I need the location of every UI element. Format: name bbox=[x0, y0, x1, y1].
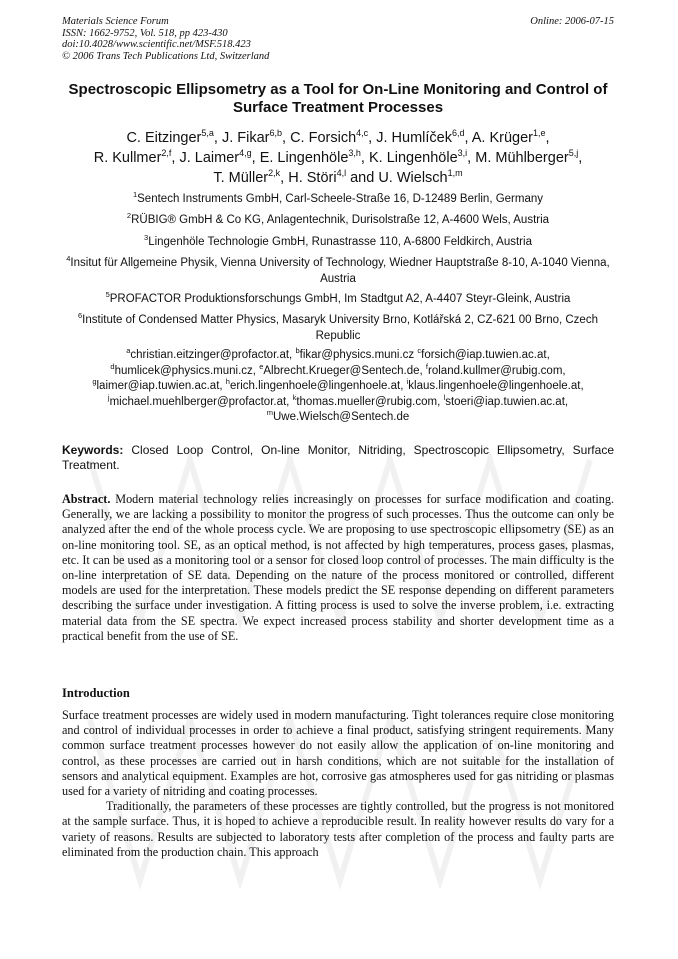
author-name: C. Eitzinger bbox=[126, 130, 202, 146]
email-marker: k bbox=[292, 392, 297, 402]
introduction-paragraph-2: Traditionally, the parameters of these processes are tightly controlled, but the progress is not monitored at the sample surface. Thus, it is hoped to achieve a reproducible result. In reality however results do vary for a variety of reasons. Results are subjected to laboratory tests after completion of the process and faulty parts are eliminated from the production chain. This approach bbox=[62, 799, 614, 859]
email-marker: b bbox=[295, 346, 300, 356]
introduction-body bbox=[62, 708, 614, 860]
paper-title: Spectroscopic Ellipsometry as a Tool for On-Line Monitoring and Control of Surface Treatment Processes bbox=[68, 81, 608, 116]
author-affiliation-marker: 3,i bbox=[457, 148, 468, 159]
email-address: michael.muehlberger@profactor.at, bbox=[109, 395, 290, 408]
affiliation-item bbox=[62, 255, 614, 287]
affiliation-text: Insitut für Allgemeine Physik, Vienna University of Technology, Wiedner Hauptstraße 8-10, A-1040 Vienna, Austria bbox=[70, 257, 610, 285]
author-affiliation-marker: 6,d bbox=[451, 128, 465, 139]
email-marker: f bbox=[425, 361, 429, 371]
author-affiliation-marker: 5,j bbox=[568, 148, 579, 159]
author-affiliation-marker: 4,l bbox=[336, 168, 347, 179]
affiliation-item bbox=[62, 234, 614, 250]
email-address: humlicek@physics.muni.cz, bbox=[114, 364, 256, 377]
email-address: Uwe.Wielsch@Sentech.de bbox=[272, 411, 410, 423]
author-affiliation-marker: 1,m bbox=[447, 168, 463, 179]
email-marker: l bbox=[443, 392, 446, 402]
email-marker: g bbox=[92, 377, 97, 387]
email-address: christian.eitzinger@profactor.at, bbox=[130, 349, 293, 361]
author-name: J. Laimer bbox=[179, 150, 240, 166]
affiliation-text: Sentech Instruments GmbH, Carl-Scheele-Straße 16, D-12489 Berlin, Germany bbox=[137, 193, 544, 205]
author-name: K. Lingenhöle bbox=[368, 150, 458, 166]
abstract-label: Abstract. bbox=[62, 492, 111, 506]
author-affiliation-marker: 4,g bbox=[239, 148, 252, 159]
affiliation-number: 5 bbox=[105, 290, 110, 300]
keywords-block bbox=[62, 443, 614, 473]
email-marker: m bbox=[266, 408, 273, 418]
email-marker: a bbox=[126, 346, 131, 356]
author-name: A. Krüger bbox=[471, 130, 534, 146]
email-list bbox=[52, 348, 624, 426]
email-marker: h bbox=[225, 377, 230, 387]
affiliation-text: Institute of Condensed Matter Physics, Masaryk University Brno, Kotlářská 2, CZ-621 00 Brno, Czech Republic bbox=[82, 314, 598, 342]
author-name: J. Humlíček bbox=[376, 130, 452, 146]
email-marker: d bbox=[110, 361, 115, 371]
author-name: M. Mühlberger bbox=[475, 150, 569, 166]
author-name: T. Müller bbox=[213, 170, 269, 186]
affiliation-item bbox=[62, 191, 614, 207]
author-name: U. Wielsch bbox=[378, 170, 448, 186]
author-affiliation-marker: 2,f bbox=[161, 148, 172, 159]
journal-name: Materials Science Forum bbox=[62, 16, 169, 27]
introduction-heading: Introduction bbox=[62, 686, 130, 700]
abstract-text: Modern material technology relies increasingly on processes for surface modification and coating. Generally, we are lacking a possibility to monitor the progress of such processes. Thus the outcome can only be analyzed after the end of the whole process cycle. We are proposing to use spectroscopic ellipsometry (SE) as an on-line monitoring tool. SE, as an optical method, is not affected by high temperatures, process gases, plasmas, etc. It can be used as a monitoring tool or a sensor for closed loop control of processes. The main difficulty is the on-line interpretation of SE data. Depending on the nature of the process monitored or controlled, different models are used for the interpretation. These models predict the SE response depending on different parameters describing the surface under investigation. A fitting process is used to solve the inverse problem, i.e. extracting material data from the SE spectra. We expect increased process stability and shorter development time as a practical benefit from the use of SE. bbox=[62, 492, 614, 643]
author-affiliation-marker: 4,c bbox=[356, 128, 369, 139]
author-name: H. Störi bbox=[288, 170, 337, 186]
author-name: R. Kullmer bbox=[93, 150, 162, 166]
email-address: fikar@physics.muni.cz bbox=[299, 349, 415, 361]
email-marker: e bbox=[259, 361, 264, 371]
affiliation-item bbox=[62, 291, 614, 307]
email-address: thomas.mueller@rubig.com, bbox=[296, 395, 441, 408]
introduction-paragraph-1: Surface treatment processes are widely used in modern manufacturing. Tight tolerances require close monitoring and control of individual processes in order to achieve a final product, satisfying stringent requirements. Many common surface treatment processes however do not easily allow the application of on-line monitoring and control, as these processes are carried out in harsh conditions, which are not suitable for the installation of sensors and analytical equipment. Examples are hot, corrosive gas atmospheres used for gas nitriding or plasmas used for a variety of nitriding and coating processes. bbox=[62, 708, 614, 799]
copyright-line: © 2006 Trans Tech Publications Ltd, Switzerland bbox=[62, 50, 270, 62]
affiliation-number: 6 bbox=[78, 311, 83, 321]
email-marker: c bbox=[417, 346, 422, 356]
affiliation-text: RÜBIG® GmbH & Co KG, Anlagentechnik, Durisolstraße 12, A-4600 Wels, Austria bbox=[131, 214, 550, 226]
keywords-text: Closed Loop Control, On-line Monitor, Nitriding, Spectroscopic Ellipsometry, Surface Treatment. bbox=[62, 443, 614, 472]
email-address: Albrecht.Krueger@Sentech.de, bbox=[263, 364, 423, 377]
author-affiliation-marker: 6,b bbox=[269, 128, 283, 139]
affiliation-number: 1 bbox=[132, 190, 138, 200]
doi-line: doi:10.4028/www.scientific.net/MSF.518.423 bbox=[62, 39, 251, 50]
affiliation-number: 4 bbox=[66, 254, 71, 264]
affiliation-item bbox=[62, 212, 614, 228]
author-name: C. Forsich bbox=[290, 130, 357, 146]
email-marker: i bbox=[406, 377, 409, 387]
author-affiliation-marker: 3,h bbox=[348, 148, 361, 159]
email-marker: j bbox=[107, 392, 110, 402]
author-name: E. Lingenhöle bbox=[259, 150, 349, 166]
author-affiliation-marker: 2,k bbox=[268, 168, 281, 179]
author-affiliation-marker: 1,e bbox=[533, 128, 546, 139]
email-address: forsich@iap.tuwien.ac.at, bbox=[421, 349, 550, 361]
email-address: stoeri@iap.tuwien.ac.at, bbox=[445, 395, 569, 408]
email-address: erich.lingenhoele@lingenhoele.at, bbox=[229, 380, 404, 392]
affiliation-text: Lingenhöle Technologie GmbH, Runastrasse 110, A-6800 Feldkirch, Austria bbox=[148, 236, 532, 248]
email-address: klaus.lingenhoele@lingenhoele.at, bbox=[408, 380, 584, 392]
email-address: roland.kullmer@rubig.com, bbox=[428, 364, 566, 377]
author-name: J. Fikar bbox=[221, 130, 270, 146]
author-affiliation-marker: 5,a bbox=[201, 128, 214, 139]
affiliation-item bbox=[62, 312, 614, 344]
email-address: laimer@iap.tuwien.ac.at, bbox=[96, 380, 223, 392]
author-list: C. Eitzinger$^{5,a}$, J. Fikar$^{6,b}$, C. Forsich$^{4,c}$, J. Humlíček$^{6,d}$, A. Krüger$^{1,e}$, R. Kullmer$^{2,f}$, J. Laimer$^{4,g}$, E. Lingenhöle$^{3,h}$, K. Lingenhöle$^{3,i}$, M. Mühlberger$^{5,j}$, T. Müller$^{2,k}$, H. Störi$^{4,l}$ and U. Wielsch$^{1,m}$ bbox=[93, 128, 583, 186]
affiliation-number: 3 bbox=[144, 233, 149, 243]
issn-line: ISSN: 1662-9752, Vol. 518, pp 423-430 bbox=[62, 27, 228, 39]
online-date: Online: 2006-07-15 bbox=[530, 16, 614, 27]
affiliation-text: PROFACTOR Produktionsforschungs GmbH, Im Stadtgut A2, A-4407 Steyr-Gleink, Austria bbox=[109, 293, 571, 305]
abstract-block bbox=[62, 492, 614, 644]
journal-header bbox=[62, 16, 269, 62]
affiliation-number: 2 bbox=[126, 211, 132, 221]
keywords-label: Keywords: bbox=[62, 443, 124, 457]
